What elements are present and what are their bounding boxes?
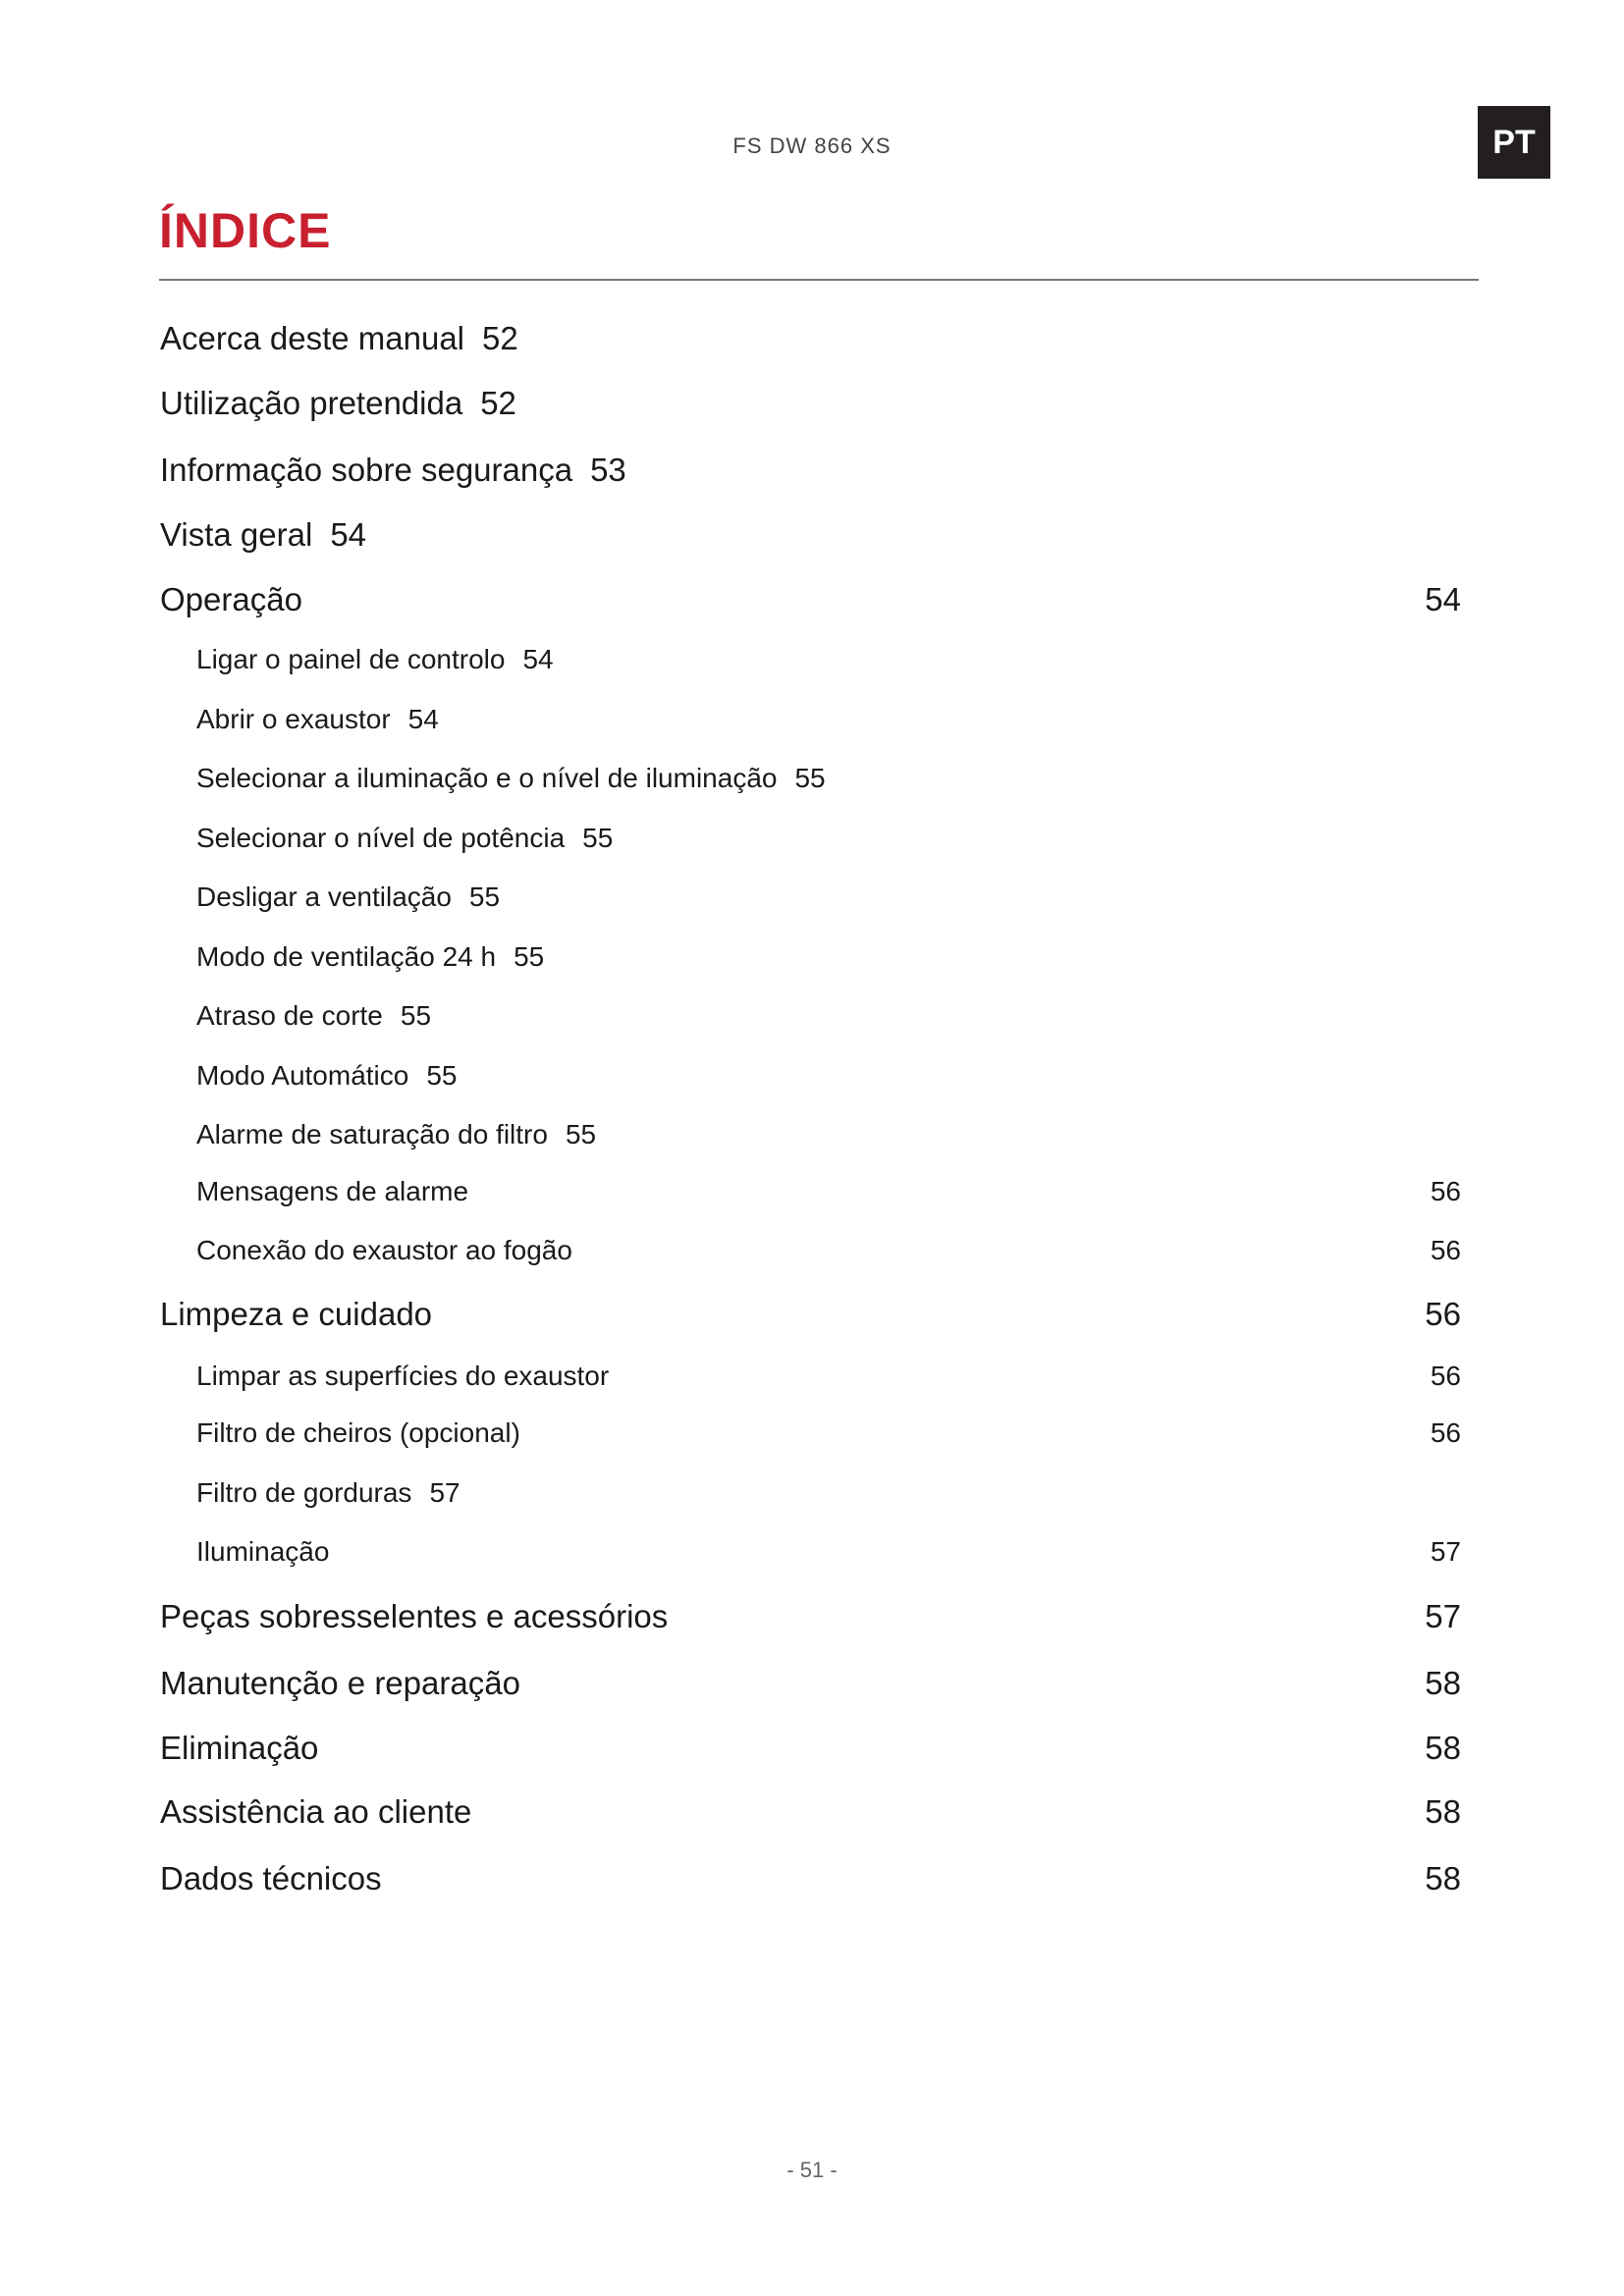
toc-label-text: Desligar a ventilação <box>196 881 452 912</box>
toc-page-number: 58 <box>1425 1793 1461 1830</box>
toc-entry-iluminacao[interactable] <box>0 1536 1624 1579</box>
toc-label-text: Ligar o painel de controlo <box>196 644 506 674</box>
toc-label <box>160 320 518 357</box>
toc-entry-modo-ventilacao-24h[interactable] <box>0 941 1624 985</box>
toc-entry-seguranca[interactable] <box>0 452 1624 495</box>
toc-label-text: Dados técnicos <box>160 1860 382 1896</box>
toc-entry-desligar-ventilacao[interactable] <box>0 881 1624 925</box>
toc-entry-acerca[interactable] <box>0 320 1624 363</box>
toc-page-number: 58 <box>1425 1860 1461 1896</box>
toc-label-text: Mensagens de alarme <box>196 1176 469 1206</box>
toc-entry-manutencao-reparacao[interactable] <box>0 1665 1624 1708</box>
toc-page-number: 58 <box>1425 1730 1461 1766</box>
toc-label-text: Selecionar a iluminação e o nível de iluminação <box>196 763 778 793</box>
toc-entry-abrir-exaustor[interactable] <box>0 704 1624 747</box>
toc-label-text: Selecionar o nível de potência <box>196 823 566 853</box>
toc-page-number: 55 <box>400 1000 432 1031</box>
toc-label-text: Manutenção e reparação <box>160 1665 520 1701</box>
toc-label-text: Operação <box>160 581 302 617</box>
page-title: ÍNDICE <box>159 203 332 258</box>
toc-page-number: 54 <box>330 516 367 553</box>
toc-entry-vista-geral[interactable] <box>0 516 1624 560</box>
toc-entry-modo-automatico[interactable] <box>0 1060 1624 1103</box>
toc-page-number: 52 <box>480 385 516 421</box>
toc-entry-nivel-potencia[interactable] <box>0 823 1624 866</box>
toc-label <box>196 644 554 675</box>
toc-page-number: 55 <box>514 941 545 972</box>
toc-entry-eliminacao[interactable] <box>0 1730 1624 1773</box>
toc-label-text: Abrir o exaustor <box>196 704 391 734</box>
toc-label <box>196 763 826 794</box>
toc-entry-operacao[interactable] <box>0 581 1624 624</box>
toc-label <box>160 452 626 489</box>
toc-label-text: Eliminação <box>160 1730 319 1766</box>
model-number: FS DW 866 XS <box>732 133 892 158</box>
toc-label <box>196 704 439 735</box>
toc-label-text: Assistência ao cliente <box>160 1793 472 1830</box>
toc-page-number: 54 <box>522 644 554 674</box>
toc-label-text: Modo Automático <box>196 1060 409 1091</box>
toc-entry-filtro-cheiros[interactable] <box>0 1417 1624 1461</box>
toc-page-number: 55 <box>565 1119 597 1149</box>
toc-label-text: Alarme de saturação do filtro <box>196 1119 548 1149</box>
toc-entry-utilizacao[interactable] <box>0 385 1624 428</box>
toc-label <box>160 516 366 554</box>
toc-label-text: Acerca deste manual <box>160 320 465 356</box>
toc-label-text: Modo de ventilação 24 h <box>196 941 497 972</box>
toc-entry-limpeza-cuidado[interactable] <box>0 1296 1624 1339</box>
toc-label <box>196 1119 596 1150</box>
language-badge: PT <box>1478 106 1550 179</box>
toc-label-text: Atraso de corte <box>196 1000 383 1031</box>
toc-page-number: 56 <box>1430 1235 1461 1265</box>
toc-page-number: 55 <box>468 881 501 912</box>
toc-label <box>196 1477 460 1509</box>
toc-label-text: Iluminação <box>196 1536 330 1567</box>
toc-entry-dados-tecnicos[interactable] <box>0 1860 1624 1903</box>
toc-label-text: Conexão do exaustor ao fogão <box>196 1235 572 1265</box>
toc-page-number: 54 <box>407 704 439 734</box>
toc-page-number: 52 <box>482 320 518 356</box>
toc-label <box>196 1060 458 1092</box>
toc-entry-atraso-corte[interactable] <box>0 1000 1624 1043</box>
toc-page-number: 53 <box>590 452 626 488</box>
toc-label-text: Limpar as superfícies do exaustor <box>196 1361 610 1391</box>
toc-entry-conexao-fogao[interactable] <box>0 1235 1624 1278</box>
toc-page-number: 55 <box>426 1060 458 1091</box>
toc-label-text: Vista geral <box>160 516 313 553</box>
toc-page-number: 57 <box>1430 1536 1461 1567</box>
toc-label <box>160 385 516 422</box>
toc-page-number: 58 <box>1425 1665 1461 1701</box>
toc-page-number: 54 <box>1425 581 1461 617</box>
toc-entry-limpar-superficies[interactable] <box>0 1361 1624 1404</box>
toc-page-number: 56 <box>1430 1417 1461 1448</box>
toc-page-number: 57 <box>1425 1598 1461 1634</box>
toc-entry-mensagens-alarme[interactable] <box>0 1176 1624 1219</box>
toc-entry-filtro-gorduras[interactable] <box>0 1477 1624 1521</box>
toc-page-number: 55 <box>582 823 614 853</box>
toc-label <box>196 1000 431 1032</box>
toc-entry-selecionar-iluminacao[interactable] <box>0 763 1624 806</box>
toc-label-text: Peças sobresselentes e acessórios <box>160 1598 669 1634</box>
title-divider <box>159 279 1479 281</box>
toc-label-text: Informação sobre segurança <box>160 452 573 488</box>
toc-entry-assistencia-cliente[interactable] <box>0 1793 1624 1837</box>
toc-label-text: Limpeza e cuidado <box>160 1296 433 1332</box>
toc-label <box>196 881 500 913</box>
toc-entry-ligar-painel[interactable] <box>0 644 1624 687</box>
toc-label <box>196 823 613 854</box>
page-number: - 51 - <box>786 2158 838 2182</box>
toc-page-number: 57 <box>429 1477 460 1508</box>
toc-page-number: 56 <box>1425 1296 1461 1332</box>
toc-entry-pecas-acessorios[interactable] <box>0 1598 1624 1641</box>
toc-page-number: 55 <box>794 763 826 793</box>
toc-label-text: Filtro de cheiros (opcional) <box>196 1417 520 1448</box>
toc-page-number: 56 <box>1430 1176 1461 1206</box>
toc-label <box>196 941 544 973</box>
toc-label-text: Utilização pretendida <box>160 385 463 421</box>
toc-entry-alarme-saturacao[interactable] <box>0 1119 1624 1162</box>
toc-page-number: 56 <box>1430 1361 1461 1391</box>
toc-label-text: Filtro de gorduras <box>196 1477 412 1508</box>
